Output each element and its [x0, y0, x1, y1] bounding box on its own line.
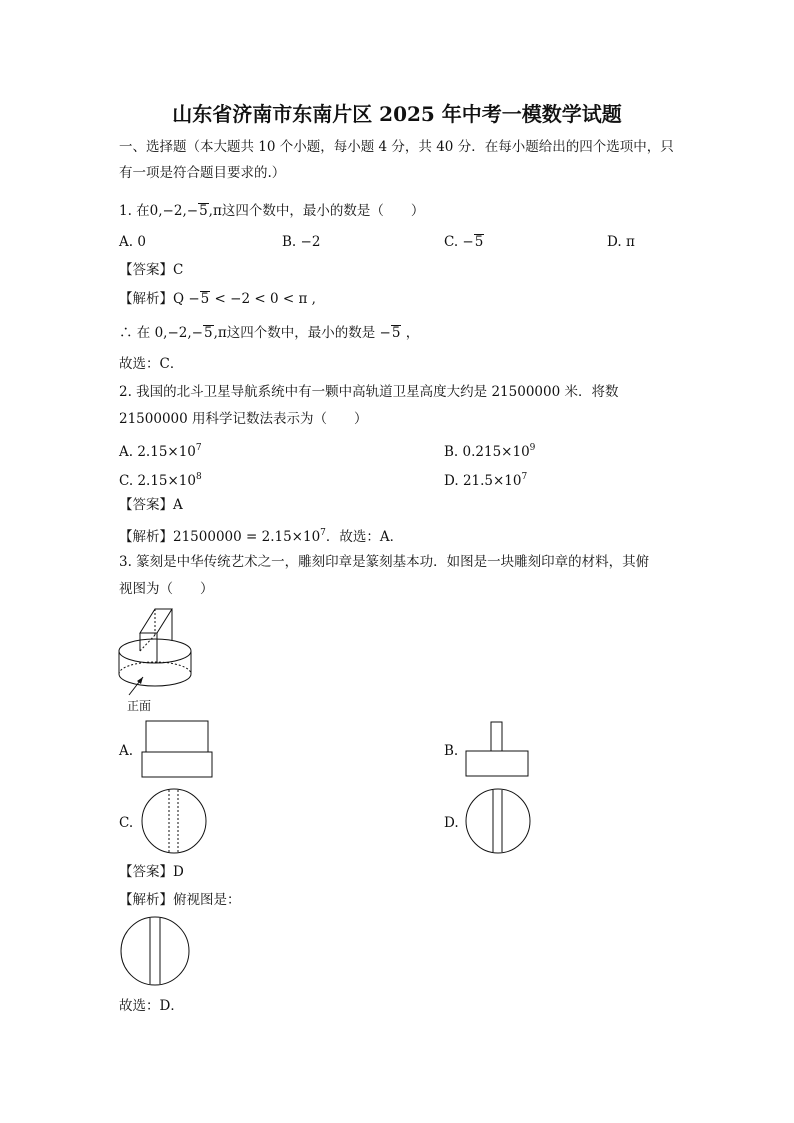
q2-option-a: A. $2.15\times 10^7$ [119, 443, 202, 460]
q1-option-c: C. −5 [444, 234, 484, 250]
q3-stem-line1: 3. 篆刻是中华传统艺术之一，雕刻印章是篆刻基本功．如图是一块雕刻印章的材料，其俯 [119, 554, 650, 570]
q1-analysis-line1: 【解析】Q −5 < −2 < 0 < π , [119, 291, 316, 307]
q3-option-d-label: D. [444, 815, 459, 831]
section-instruction-line2: 有一项是符合题目要求的.） [119, 165, 286, 181]
q3-option-b-figure [464, 720, 534, 780]
q2-option-c: C. $2.15\times 10^8$ [119, 472, 202, 489]
q1-analysis-line2: ∴ 在 0,−2,−5,π这四个数中，最小的数是 −5 ， [119, 325, 420, 341]
q3-stem-line2: 视图为（ ） [119, 581, 214, 597]
q1-sqrt: 5 [199, 203, 208, 219]
q2-option-b: B. $0.215\times 10^9$ [444, 443, 536, 460]
q2-option-d: D. $21.5\times 10^7$ [444, 472, 528, 489]
q1-answer: 【答案】C [119, 262, 184, 278]
q1-prefix: 1. 在 [119, 203, 150, 219]
q1-numbers-after: ,π [208, 203, 222, 219]
q1-option-d: D. π [607, 234, 635, 250]
q1-numbers-before: 0,−2,− [149, 203, 199, 219]
q2-stem-line2: 21500000 用科学记数法表示为（ ） [119, 411, 368, 427]
q1-suffix: 这四个数中，最小的数是（ ） [221, 203, 425, 219]
q1-conclusion: 故选：C． [119, 356, 184, 372]
q2-answer: 【答案】A [119, 497, 183, 513]
q3-option-c-figure [140, 787, 210, 855]
q2-analysis: 【解析】$21500000 = 2.15\times 10^7$．故选：A． [119, 528, 404, 545]
q1-stem [119, 201, 424, 221]
q3-answer: 【答案】D [119, 864, 184, 880]
q3-conclusion: 故选：D． [119, 998, 184, 1014]
q3-option-a-figure [140, 720, 214, 780]
q2-stem-line1: 2. 我国的北斗卫星导航系统中有一颗中高轨道卫星高度大约是 21500000 米．将数 [119, 384, 619, 400]
q3-option-b-label: B. [444, 743, 459, 759]
q1-option-a: A. 0 [119, 234, 146, 250]
q1-option-b: B. −2 [282, 234, 321, 250]
q3-option-d-figure [464, 787, 534, 855]
q3-option-a-label: A. [119, 743, 134, 759]
q3-option-c-label: C. [119, 815, 134, 831]
q3-analysis-figure [119, 915, 193, 987]
q3-figure-label: 正面 [127, 699, 152, 713]
section-instruction-line1: 一、选择题（本大题共 10 个小题，每小题 4 分，共 40 分．在每小题给出的四个选项中，只 [119, 139, 674, 155]
seal-3d-figure [110, 605, 210, 715]
q3-analysis: 【解析】俯视图是： [119, 892, 241, 908]
page-title: 山东省济南市东南片区 2025 年中考一模数学试题 [172, 102, 622, 126]
